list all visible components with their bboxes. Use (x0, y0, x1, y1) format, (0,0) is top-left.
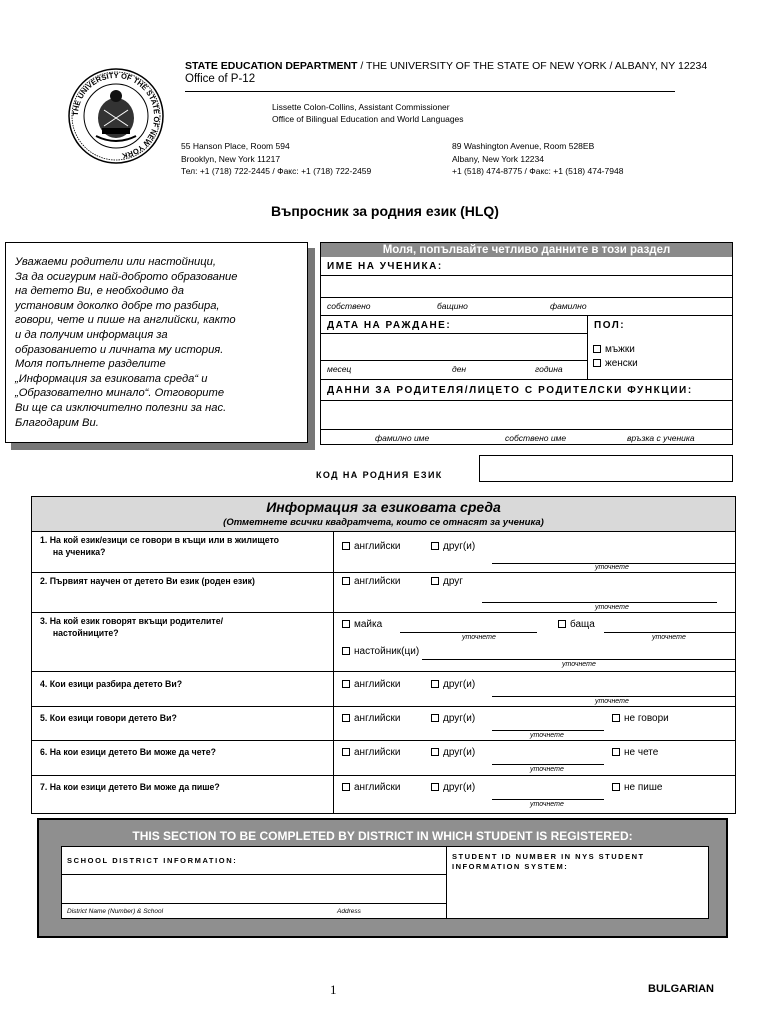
form-title: Въпросник за родния език (HLQ) (271, 203, 499, 219)
checkbox-icon (612, 748, 620, 756)
q2-specify-line[interactable] (482, 602, 717, 603)
checkbox-icon (593, 345, 601, 353)
dob-sub-month: месец (327, 364, 352, 374)
q7-none-checkbox[interactable]: не пише (612, 782, 662, 794)
checkbox-icon (342, 748, 350, 756)
dob-input[interactable] (322, 335, 586, 359)
q1-other-checkbox[interactable]: друг(и) (431, 541, 475, 553)
q2-other-checkbox[interactable]: друг (431, 576, 463, 588)
checkbox-icon (431, 680, 439, 688)
address-right: 89 Washington Avenue, Room 528EB Albany, New York 12234 +1 (518) 474-8775 / Факс: +1 (518) 474-7948 (452, 141, 624, 176)
q5-specify-line[interactable] (492, 730, 604, 731)
intro-box-shadow-bottom (11, 442, 315, 450)
intro-box: Уважаеми родители или настойници, За да осигурим най-доброто образование на детето Ви, е необходимо да установим доколко добре то разбира, говори, чете и пише на английски, както и да получим информация за образованието и личната му история. Моля попълнете разделите „Информация за езиковата среда“ и „Образователно минало“. Отговорите Ви ще са изключително полезни за нас. Благодарим Ви. (5, 242, 308, 443)
checkbox-icon (342, 714, 350, 722)
q4-specify-line[interactable] (492, 696, 735, 697)
checkbox-icon (431, 714, 439, 722)
q3-father-specify-label: уточнете (652, 634, 686, 641)
parent-label: ДАННИ ЗА РОДИТЕЛЯ/ЛИЦЕТО С РОДИТЕЛСКИ ФУНКЦИИ: (327, 385, 693, 396)
q1-text: 1. На кой език/езици се говори в къщи или в жилището на ученика? (40, 535, 279, 558)
q4-text: 4. Кои езици разбира детето Ви? (40, 679, 183, 690)
checkbox-icon (342, 647, 350, 655)
checkbox-icon (342, 620, 350, 628)
q7-english-checkbox[interactable]: английски (342, 782, 400, 794)
address-caption: Address (337, 908, 361, 915)
q4-english-checkbox[interactable]: английски (342, 679, 400, 691)
checkbox-icon (342, 542, 350, 550)
student-id-input[interactable] (447, 878, 708, 918)
q3-guardian-specify-label: уточнете (562, 661, 596, 668)
q5-text: 5. Кои езици говори детето Ви? (40, 713, 177, 724)
q2-english-checkbox[interactable]: английски (342, 576, 400, 588)
state-seal (66, 66, 166, 166)
checkbox-icon (593, 359, 601, 367)
checkbox-icon (431, 783, 439, 791)
student-name-label: ИМЕ НА УЧЕНИКА: (327, 261, 443, 272)
q1-specify-label: уточнете (595, 564, 629, 571)
dob-sub-day: ден (452, 364, 467, 374)
q7-other-checkbox[interactable]: друг(и) (431, 782, 475, 794)
checkbox-icon (431, 542, 439, 550)
q1-english-checkbox[interactable]: английски (342, 541, 400, 553)
home-language-code-label: КОД НА РОДНИЯ ЕЗИК (316, 470, 443, 480)
checkbox-icon (431, 577, 439, 585)
language-section-title: Информация за езиковата среда (266, 499, 501, 515)
q5-specify-label: уточнете (530, 732, 564, 739)
language-section-subtitle: (Отметнете всички квадратчета, които се отнасят за ученика) (223, 517, 544, 528)
checkbox-icon (612, 783, 620, 791)
sex-female-checkbox[interactable]: женски (593, 358, 638, 370)
q3-father-checkbox[interactable]: баща (558, 619, 595, 631)
home-language-code-input[interactable] (479, 455, 733, 482)
name-sub-first: собствено (327, 301, 371, 311)
q5-other-checkbox[interactable]: друг(и) (431, 713, 475, 725)
name-sub-middle: бащино (437, 301, 468, 311)
dob-sub-year: година (535, 364, 563, 374)
student-id-label: STUDENT ID NUMBER IN NYS STUDENT INFORMATION SYSTEM: (452, 852, 645, 871)
q6-none-checkbox[interactable]: не чете (612, 747, 658, 759)
q5-none-checkbox[interactable]: не говори (612, 713, 669, 725)
q3-father-specify-line[interactable] (604, 632, 735, 633)
student-name-input[interactable] (322, 277, 731, 297)
office-line: Office of P-12 (185, 73, 256, 85)
checkbox-icon (342, 783, 350, 791)
q3-text: 3. На кой език говорят вкъщи родителите/ настойниците? (40, 616, 224, 639)
checkbox-icon (431, 748, 439, 756)
q5-english-checkbox[interactable]: английски (342, 713, 400, 725)
header-rule (185, 91, 675, 92)
q6-specify-line[interactable] (492, 764, 604, 765)
q6-specify-label: уточнете (530, 766, 564, 773)
district-banner: THIS SECTION TO BE COMPLETED BY DISTRICT IN WHICH STUDENT IS REGISTERED: (132, 829, 633, 843)
commissioner-name: Lissette Colon-Collins, Assistant Commissioner (272, 102, 450, 112)
sex-male-checkbox[interactable]: мъжки (593, 344, 635, 356)
q4-other-checkbox[interactable]: друг(и) (431, 679, 475, 691)
parent-input[interactable] (322, 402, 731, 428)
q2-text: 2. Първият научен от детето Ви език (роден език) (40, 576, 255, 587)
q7-specify-line[interactable] (492, 799, 604, 800)
parent-sub-first: собствено име (505, 433, 567, 443)
q3-mother-specify-label: уточнете (462, 634, 496, 641)
q4-specify-label: уточнете (595, 698, 629, 705)
parent-sub-last: фамилно име (375, 433, 430, 443)
dob-label: ДАТА НА РАЖДАНЕ: (327, 320, 452, 331)
q7-specify-label: уточнете (530, 801, 564, 808)
q3-mother-specify-line[interactable] (400, 632, 537, 633)
sex-label: ПОЛ: (594, 320, 626, 331)
q2-specify-label: уточнете (595, 604, 629, 611)
q3-mother-checkbox[interactable]: майка (342, 619, 382, 631)
svg-text:THE UNIVERSITY OF THE STATE OF: THE UNIVERSITY OF THE STATE OF NEW YORK (70, 70, 162, 161)
dept-line: STATE EDUCATION DEPARTMENT / THE UNIVERSITY OF THE STATE OF NEW YORK / ALBANY, NY 12234 (185, 60, 708, 72)
checkbox-icon (612, 714, 620, 722)
parent-sub-relation: връзка с ученика (627, 433, 695, 443)
language-label: BULGARIAN (648, 983, 714, 995)
checkbox-icon (558, 620, 566, 628)
student-banner: Моля, попълвайте четливо данните в този раздел (321, 243, 732, 257)
name-sub-last: фамилно (550, 301, 587, 311)
q7-text: 7. На кои езици детето Ви може да пише? (40, 782, 220, 793)
q6-other-checkbox[interactable]: друг(и) (431, 747, 475, 759)
q6-english-checkbox[interactable]: английски (342, 747, 400, 759)
address-left: 55 Hanson Place, Room 594 Brooklyn, New York 11217 Тел: +1 (718) 722-2445 / Факс: +1 (718) 722-2459 (181, 141, 372, 176)
district-name-input[interactable] (62, 876, 446, 902)
page-number: 1 (330, 982, 337, 997)
checkbox-icon (342, 680, 350, 688)
school-district-info-label: SCHOOL DISTRICT INFORMATION: (67, 856, 238, 865)
q3-guardian-checkbox[interactable]: настойник(ци) (342, 646, 419, 658)
district-name-caption: District Name (Number) & School (67, 908, 164, 915)
q3-guardian-specify-line[interactable] (422, 659, 735, 660)
q6-text: 6. На кои езици детето Ви може да чете? (40, 747, 216, 758)
checkbox-icon (342, 577, 350, 585)
intro-box-shadow (307, 248, 315, 450)
commissioner-office: Office of Bilingual Education and World Languages (272, 114, 464, 124)
